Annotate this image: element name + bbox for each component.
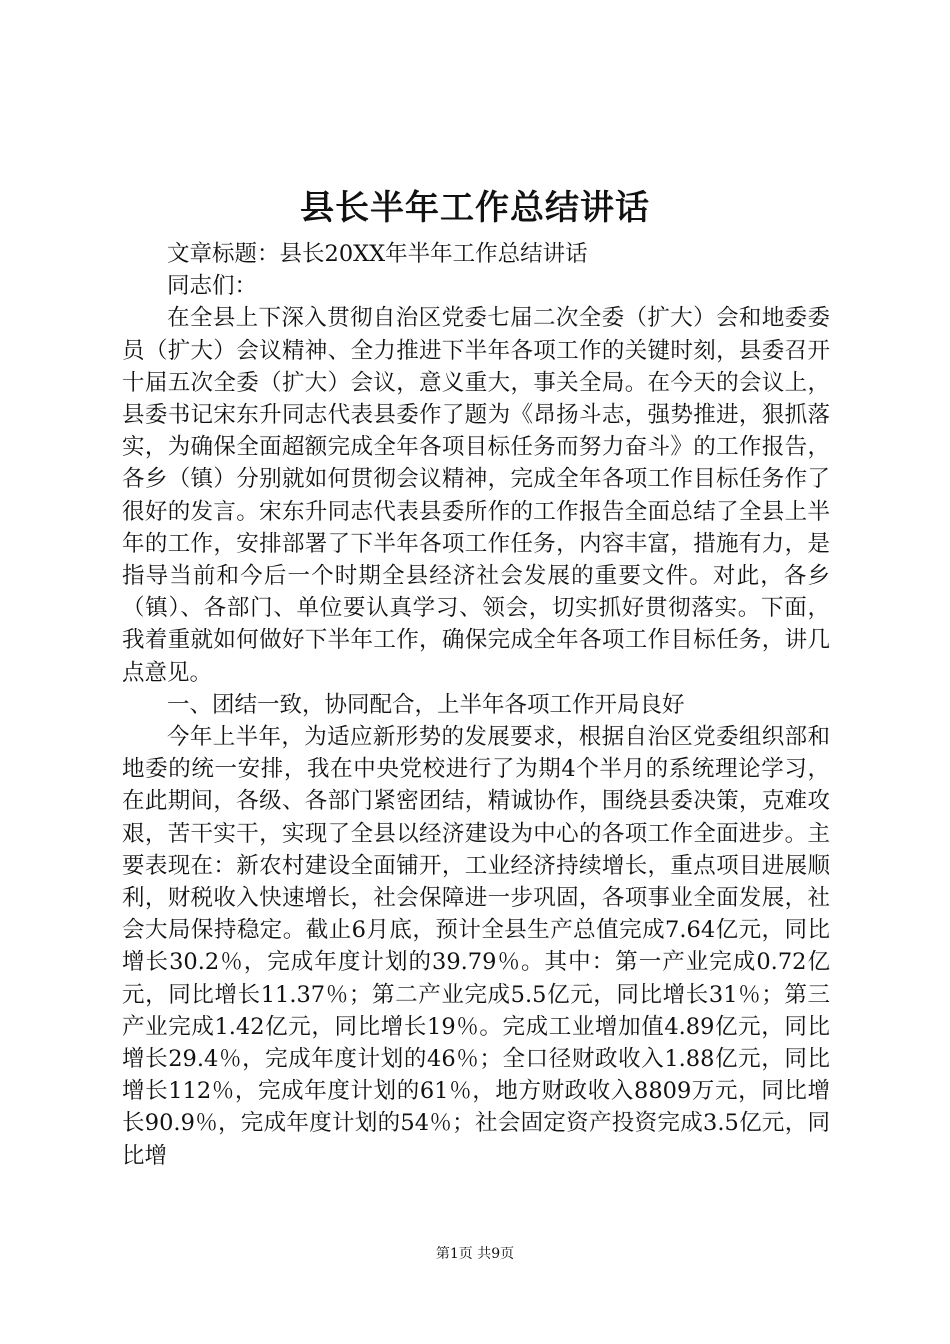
body-paragraph: 今年上半年，为适应新形势的发展要求，根据自治区党委组织部和地委的统一安排，我在中央党校进行了为期4个半月的系统理论学习，在此期间，各级、各部门紧密团结，精诚协作，围绕县委决策，克难攻艰，苦干实干，实现了全县以经济建设为中心的各项工作全面进步。主要表现在：新农村建设全面铺开，工业经济持续增长，重点项目进展顺利，财税收入快速增长，社会保障进一步巩固，各项事业全面发展，社会大局保持稳定。截止6月底，预计全县生产总值完成7.64亿元，同比增长30.2％，完成年度计划的39.79％。其中：第一产业完成0.72亿元，同比增长11.37％；第二产业完成5.5亿元，同比增长31％；第三产业完成1.42亿元，同比增长19％。完成工业增加值4.89亿元，同比增长29.4％，完成年度计划的46％；全口径财政收入1.88亿元，同比增长112％，完成年度计划的61％，地方财政收入8809万元，同比增长90.9％，完成年度计划的54％；社会固定资产投资完成3.5亿元，同比增 — [122, 724, 830, 1169]
salutation: 同志们： — [167, 273, 258, 300]
article-title-line: 文章标题：县长20XX年半年工作总结讲话 — [167, 241, 588, 267]
section-heading: 一、团结一致，协同配合，上半年各项工作开局良好 — [167, 691, 685, 718]
document-body — [122, 238, 830, 1172]
page-title: 县长半年工作总结讲话 — [300, 188, 650, 228]
body-paragraph: 在全县上下深入贯彻自治区党委七届二次全委（扩大）会和地委委员（扩大）会议精神、全力推进下半年各项工作的关键时刻，县委召开十届五次全委（扩大）会议，意义重大，事关全局。在今天的会议上，县委书记宋东升同志代表县委作了题为《昂扬斗志，强势推进，狠抓落实，为确保全面超额完成全年各项目标任务而努力奋斗》的工作报告，各乡（镇）分别就如何贯彻会议精神，完成全年各项工作目标任务作了很好的发言。宋东升同志代表县委所作的工作报告全面总结了全县上半年的工作，安排部署了下半年各项工作任务，内容丰富，措施有力，是指导当前和今后一个时期全县经济社会发展的重要文件。对此，各乡（镇）、各部门、单位要认真学习、领会，切实抓好贯彻落实。下面，我着重就如何做好下半年工作，确保完成全年各项工作目标任务，讲几点意见。 — [122, 305, 830, 686]
page-footer: 第1页 共9页 — [435, 1246, 515, 1262]
